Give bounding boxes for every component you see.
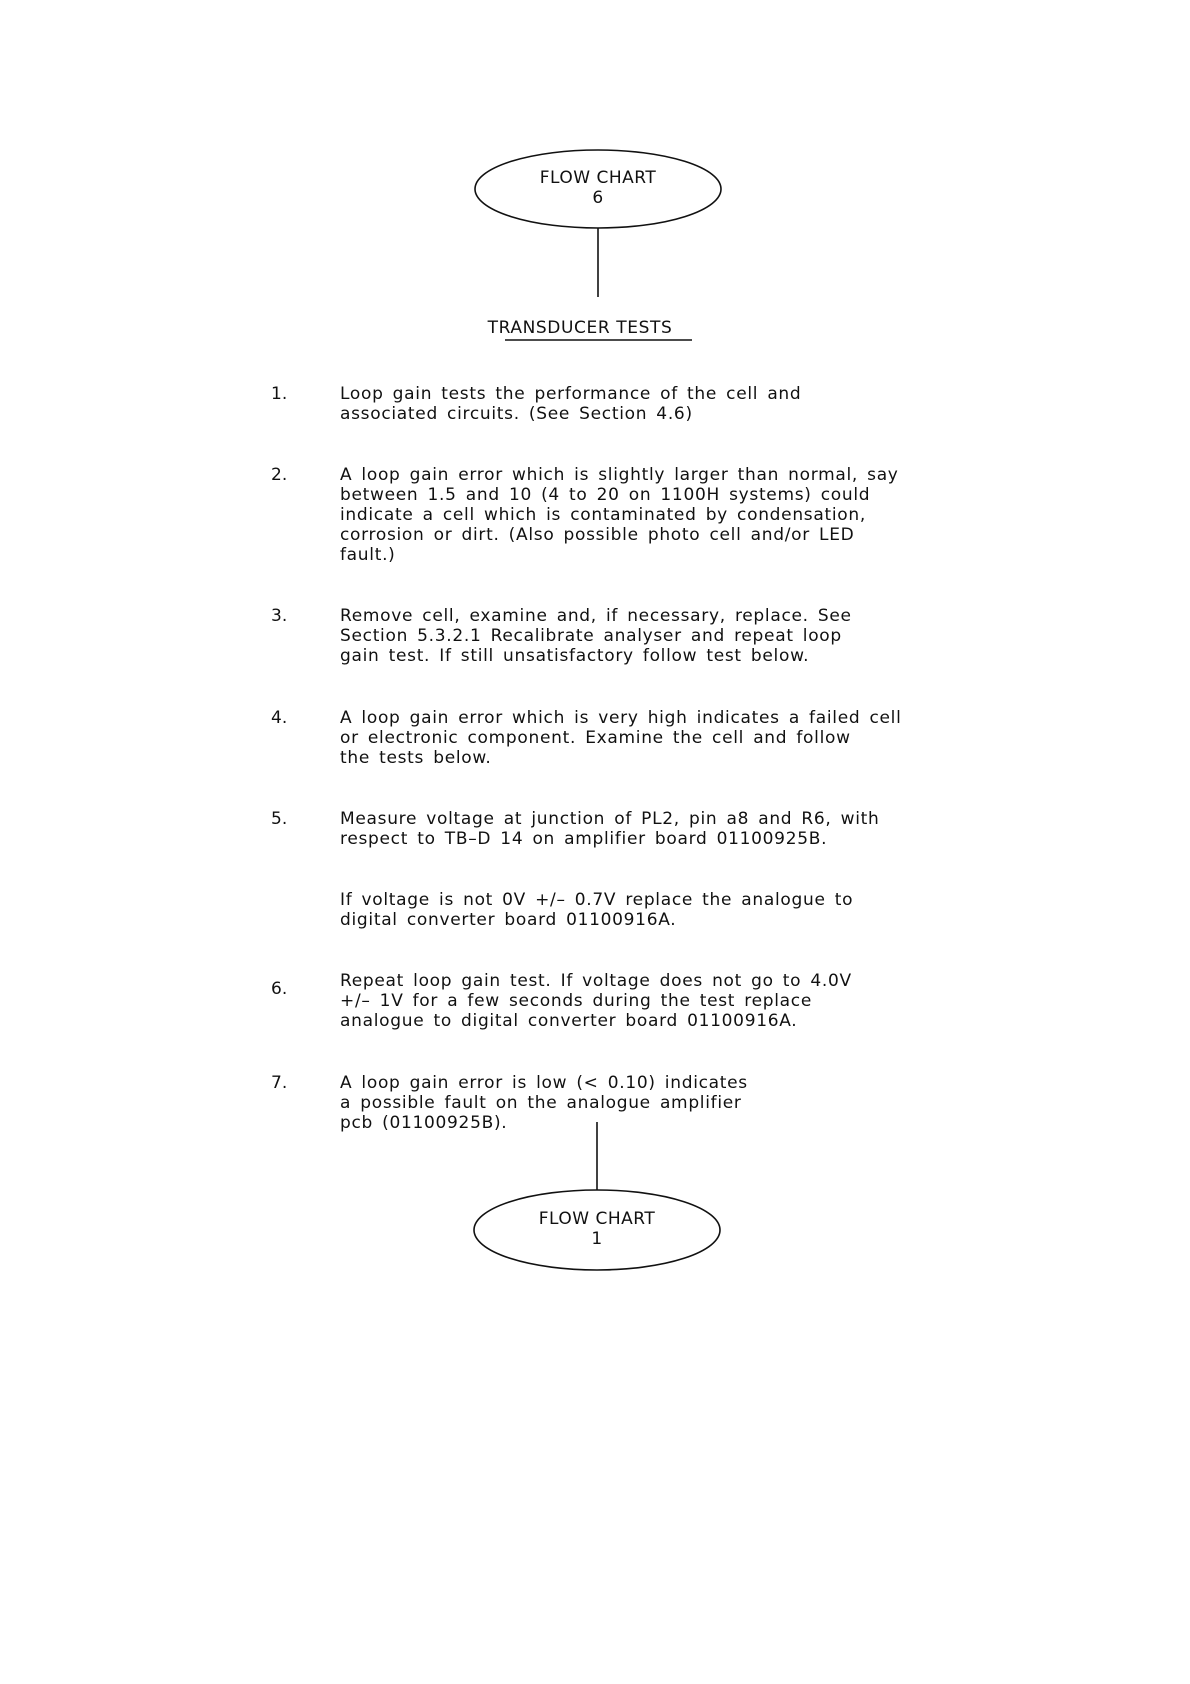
step-text-note: If voltage is not 0V +/– 0.7V replace the analogue to digital converter board 01100916A. xyxy=(340,890,854,930)
step-number: 1. xyxy=(271,384,288,404)
step-text: A loop gain error which is very high indicates a failed cell or electronic component. Examine the cell and follow the tests below. xyxy=(340,708,902,768)
end-node-number: 1 xyxy=(591,1229,603,1249)
start-node-title: FLOW CHART xyxy=(539,168,657,188)
step-text: Remove cell, examine and, if necessary, replace. See Section 5.3.2.1 Recalibrate analyser and repeat loop gain test. If still unsatisfactory follow test below. xyxy=(340,606,852,666)
end-node-title: FLOW CHART xyxy=(538,1209,656,1229)
page-title: TRANSDUCER TESTS xyxy=(487,318,673,338)
step-text: Loop gain tests the performance of the cell and associated circuits. (See Section 4.6) xyxy=(340,384,802,424)
start-node xyxy=(478,168,718,208)
step-number: 2. xyxy=(271,465,288,485)
start-node-number: 6 xyxy=(592,188,604,208)
step-text: Repeat loop gain test. If voltage does not go to 4.0V +/– 1V for a few seconds during the test replace analogue to digital converter board 01100916A. xyxy=(340,971,852,1031)
step-text: Measure voltage at junction of PL2, pin a8 and R6, with respect to TB–D 14 on amplifier board 01100925B. xyxy=(340,809,880,849)
step-number: 5. xyxy=(271,809,288,829)
step-text: A loop gain error is low (< 0.10) indicates a possible fault on the analogue amplifier pcb (01100925B). xyxy=(340,1073,748,1133)
end-node xyxy=(477,1209,717,1249)
step-number: 7. xyxy=(271,1073,288,1093)
step-number: 4. xyxy=(271,708,288,728)
step-text: A loop gain error which is slightly larger than normal, say between 1.5 and 10 (4 to 20 on 1100H systems) could indicate a cell which is contaminated by condensation, corrosion or dirt. (Also possible photo cell and/or LED fault.) xyxy=(340,465,899,565)
step-number: 3. xyxy=(271,606,288,626)
step-number: 6. xyxy=(271,979,288,999)
